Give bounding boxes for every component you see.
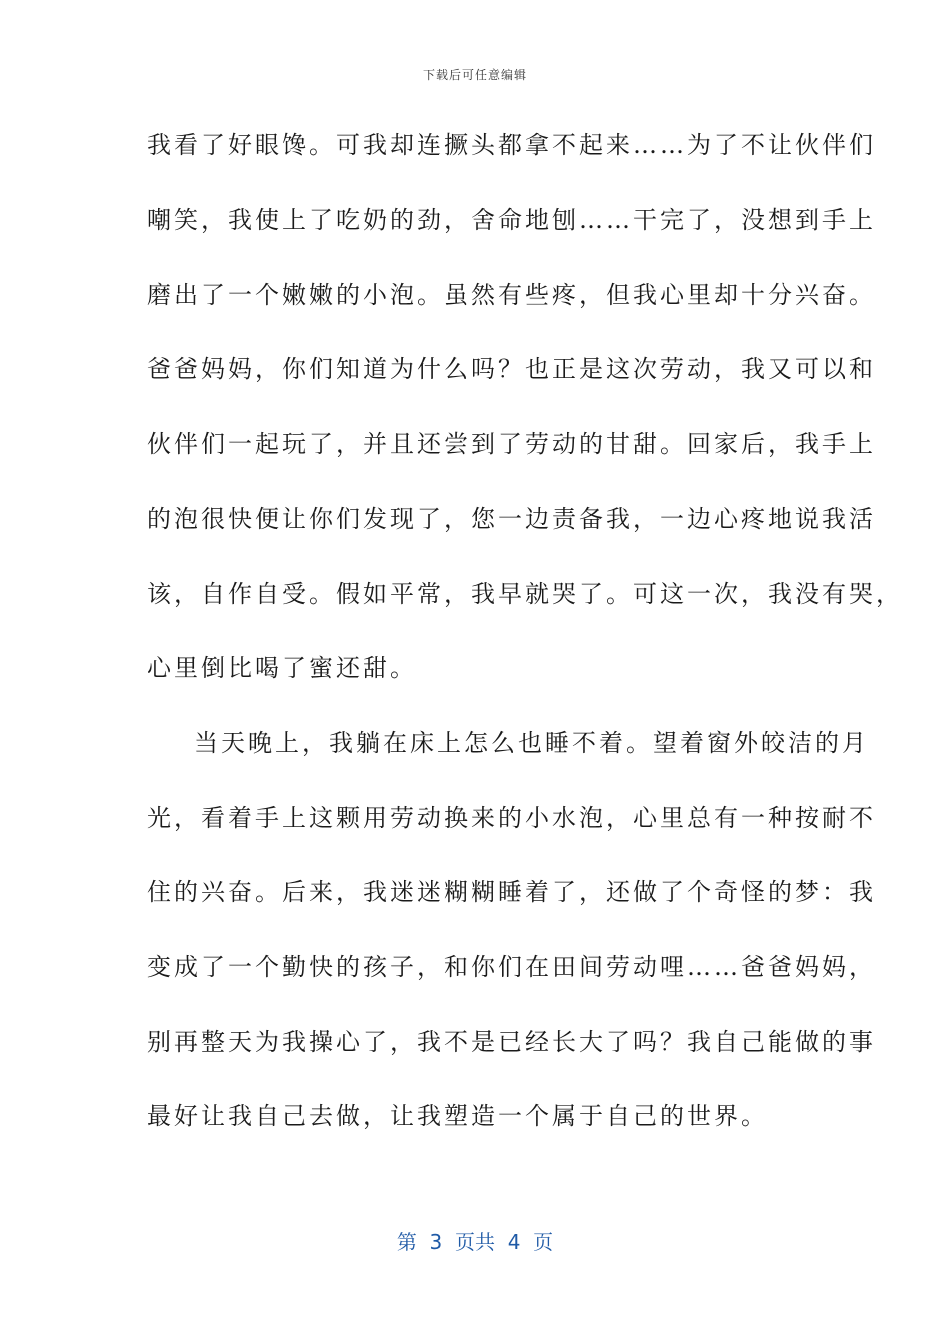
text-line: 伙伴们一起玩了，并且还尝到了劳动的甘甜。回家后，我手上	[147, 430, 876, 458]
page-number-footer: 第 3 页共 4 页	[396, 1230, 554, 1254]
text-line: 爸爸妈妈，你们知道为什么吗？也正是这次劳动，我又可以和	[147, 355, 876, 383]
text-line: 的泡很快便让你们发现了，您一边责备我，一边心疼地说我活	[147, 505, 876, 533]
text-line: 该，自作自受。假如平常，我早就哭了。可这一次，我没有哭，	[147, 580, 903, 608]
text-line: 磨出了一个嫩嫩的小泡。虽然有些疼，但我心里却十分兴奋。	[147, 281, 876, 309]
text-line: 别再整天为我操心了，我不是已经长大了吗？我自己能做的事	[147, 1028, 876, 1056]
page-header: 下载后可任意编辑	[422, 68, 527, 82]
text-line: 最好让我自己去做，让我塑造一个属于自己的世界。	[147, 1102, 768, 1130]
text-line: 光，看着手上这颗用劳动换来的小水泡，心里总有一种按耐不	[147, 804, 876, 832]
text-line: 我看了好眼馋。可我却连撅头都拿不起来……为了不让伙伴们	[147, 131, 876, 159]
text-line: 心里倒比喝了蜜还甜。	[147, 654, 417, 682]
text-line: 变成了一个勤快的孩子，和你们在田间劳动哩……爸爸妈妈，	[147, 953, 876, 981]
text-line: 住的兴奋。后来，我迷迷糊糊睡着了，还做了个奇怪的梦：我	[147, 878, 876, 906]
text-line: 当天晚上，我躺在床上怎么也睡不着。望着窗外皎洁的月	[194, 729, 869, 757]
text-line: 嘲笑，我使上了吃奶的劲，舍命地刨……干完了，没想到手上	[147, 206, 876, 234]
